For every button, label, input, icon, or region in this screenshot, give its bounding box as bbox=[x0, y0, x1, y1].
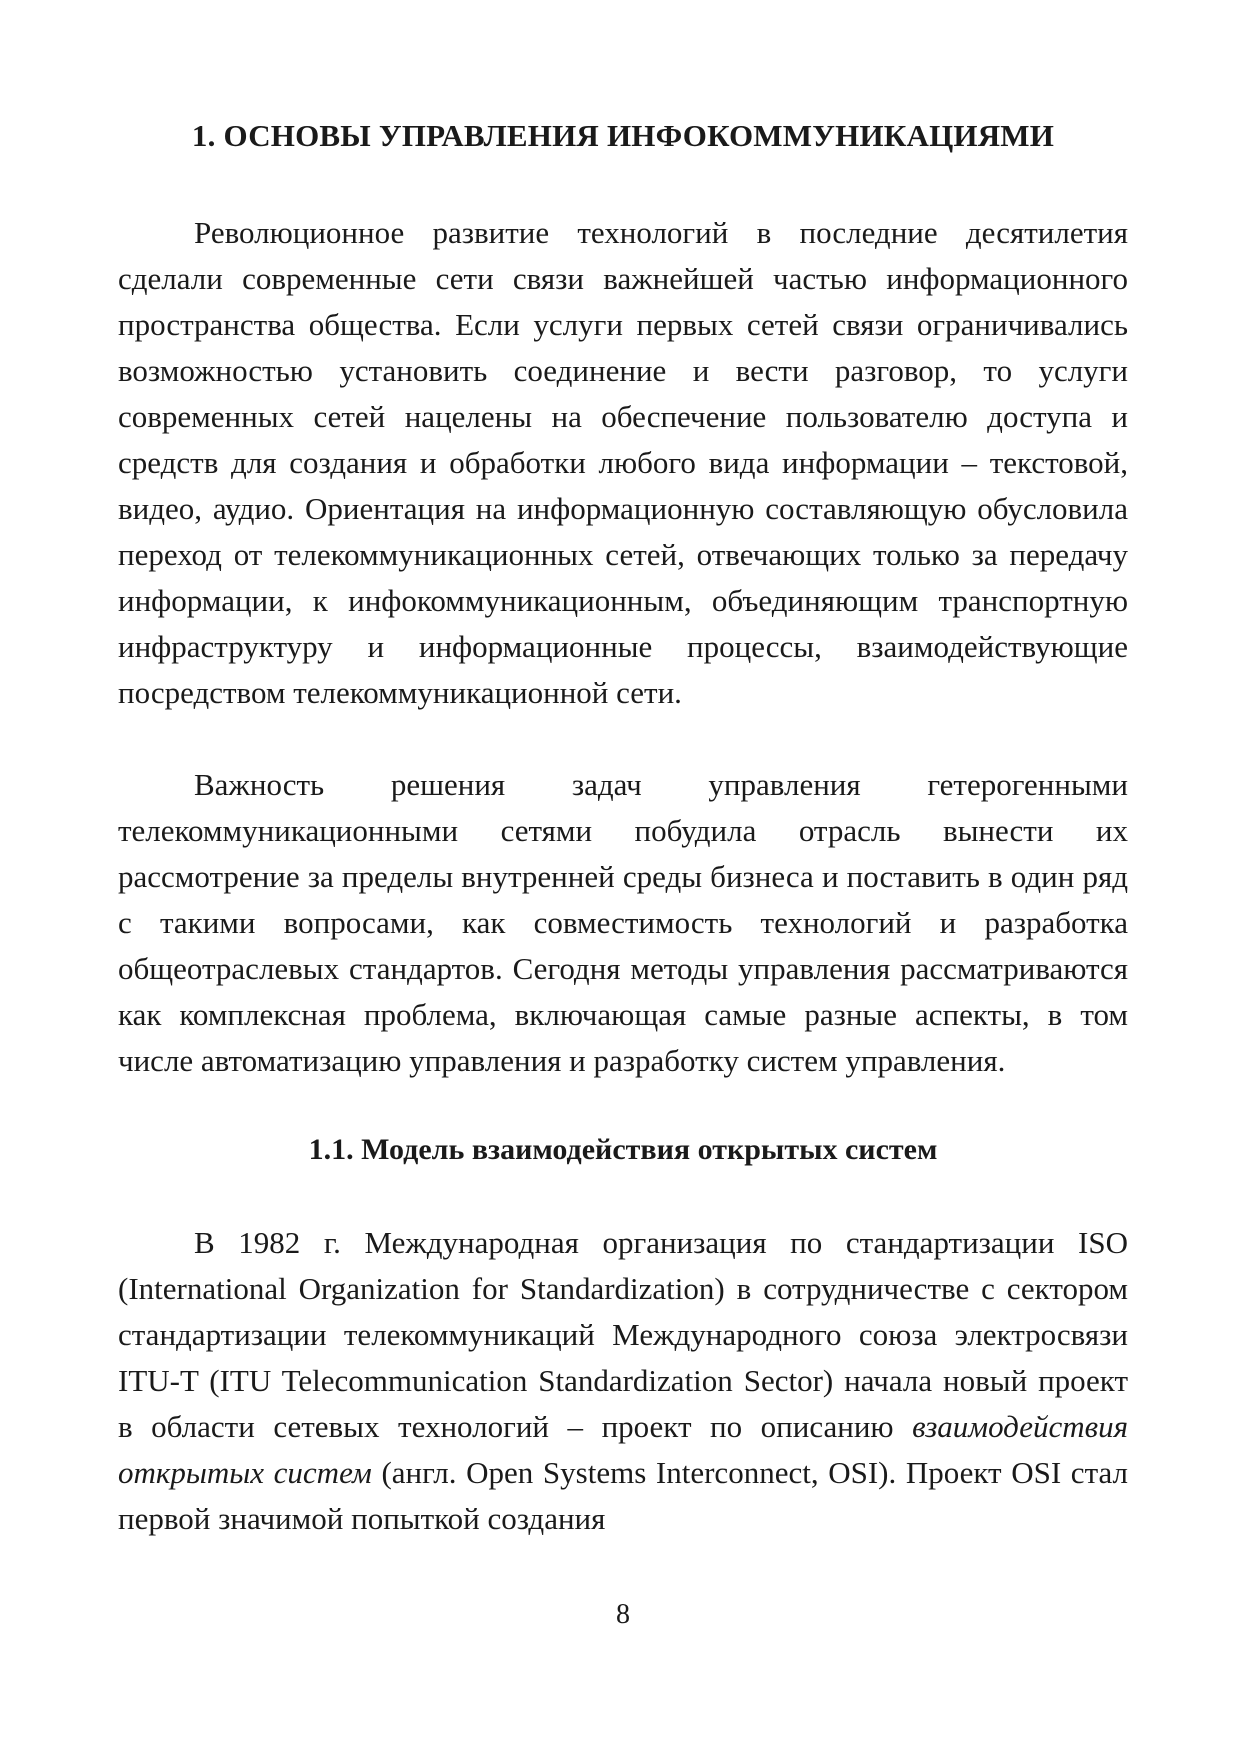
section-title: 1.1. Модель взаимодействия открытых систем bbox=[308, 1133, 938, 1166]
page-number: 8 bbox=[616, 1599, 630, 1630]
paragraph: Революционное развитие технологий в последние десятилетия сделали современные сети связи важнейшей частью информационного пространства общества. Если услуги первых сетей связи ограничивались возможностью установить соединение и вести разговор, то услуги современных сетей нацелены на обеспечение пользователю доступа и средств для создания и обработки любого вида информации – текстовой, видео, аудио. Ориентация на информационную составляющую обусловила переход от телекоммуникационных сетей, отвечающих только за передачу информации, к инфокоммуникационным, объединяющим транспортную инфраструктуру и информационные процессы, взаимодействующие посредством телекоммуникационной сети. bbox=[118, 215, 1128, 710]
italic-term: взаимодействия открытых систем bbox=[118, 1409, 1128, 1490]
paragraph-text: (англ. Open Systems Interconnect, OSI). Проект OSI стал первой значимой попыткой создания bbox=[118, 1455, 1128, 1536]
chapter-title: 1. ОСНОВЫ УПРАВЛЕНИЯ ИНФОКОММУНИКАЦИЯМИ bbox=[191, 118, 1055, 153]
paragraph bbox=[118, 1220, 1128, 1542]
paragraph: Важность решения задач управления гетерогенными телекоммуникационными сетями побудила отрасль вынести их рассмотрение за пределы внутренней среды бизнеса и поставить в один ряд с такими вопросами, как совместимость технологий и разработка общеотраслевых стандартов. Сегодня методы управления рассматриваются как комплексная проблема, включающая самые разные аспекты, в том числе автоматизацию управления и разработку систем управления. bbox=[118, 767, 1128, 1078]
paragraph-text: В 1982 г. Международная организация по стандартизации ISO (International Organization for Standardization) в сотрудничестве с сектором стандартизации телекоммуникаций Международного союза электросвязи ITU-T (ITU Telecommunication Standardization Sector) начала новый проект в области сетевых технологий – проект по описанию bbox=[118, 1225, 1128, 1444]
document-page bbox=[118, 0, 1128, 1754]
